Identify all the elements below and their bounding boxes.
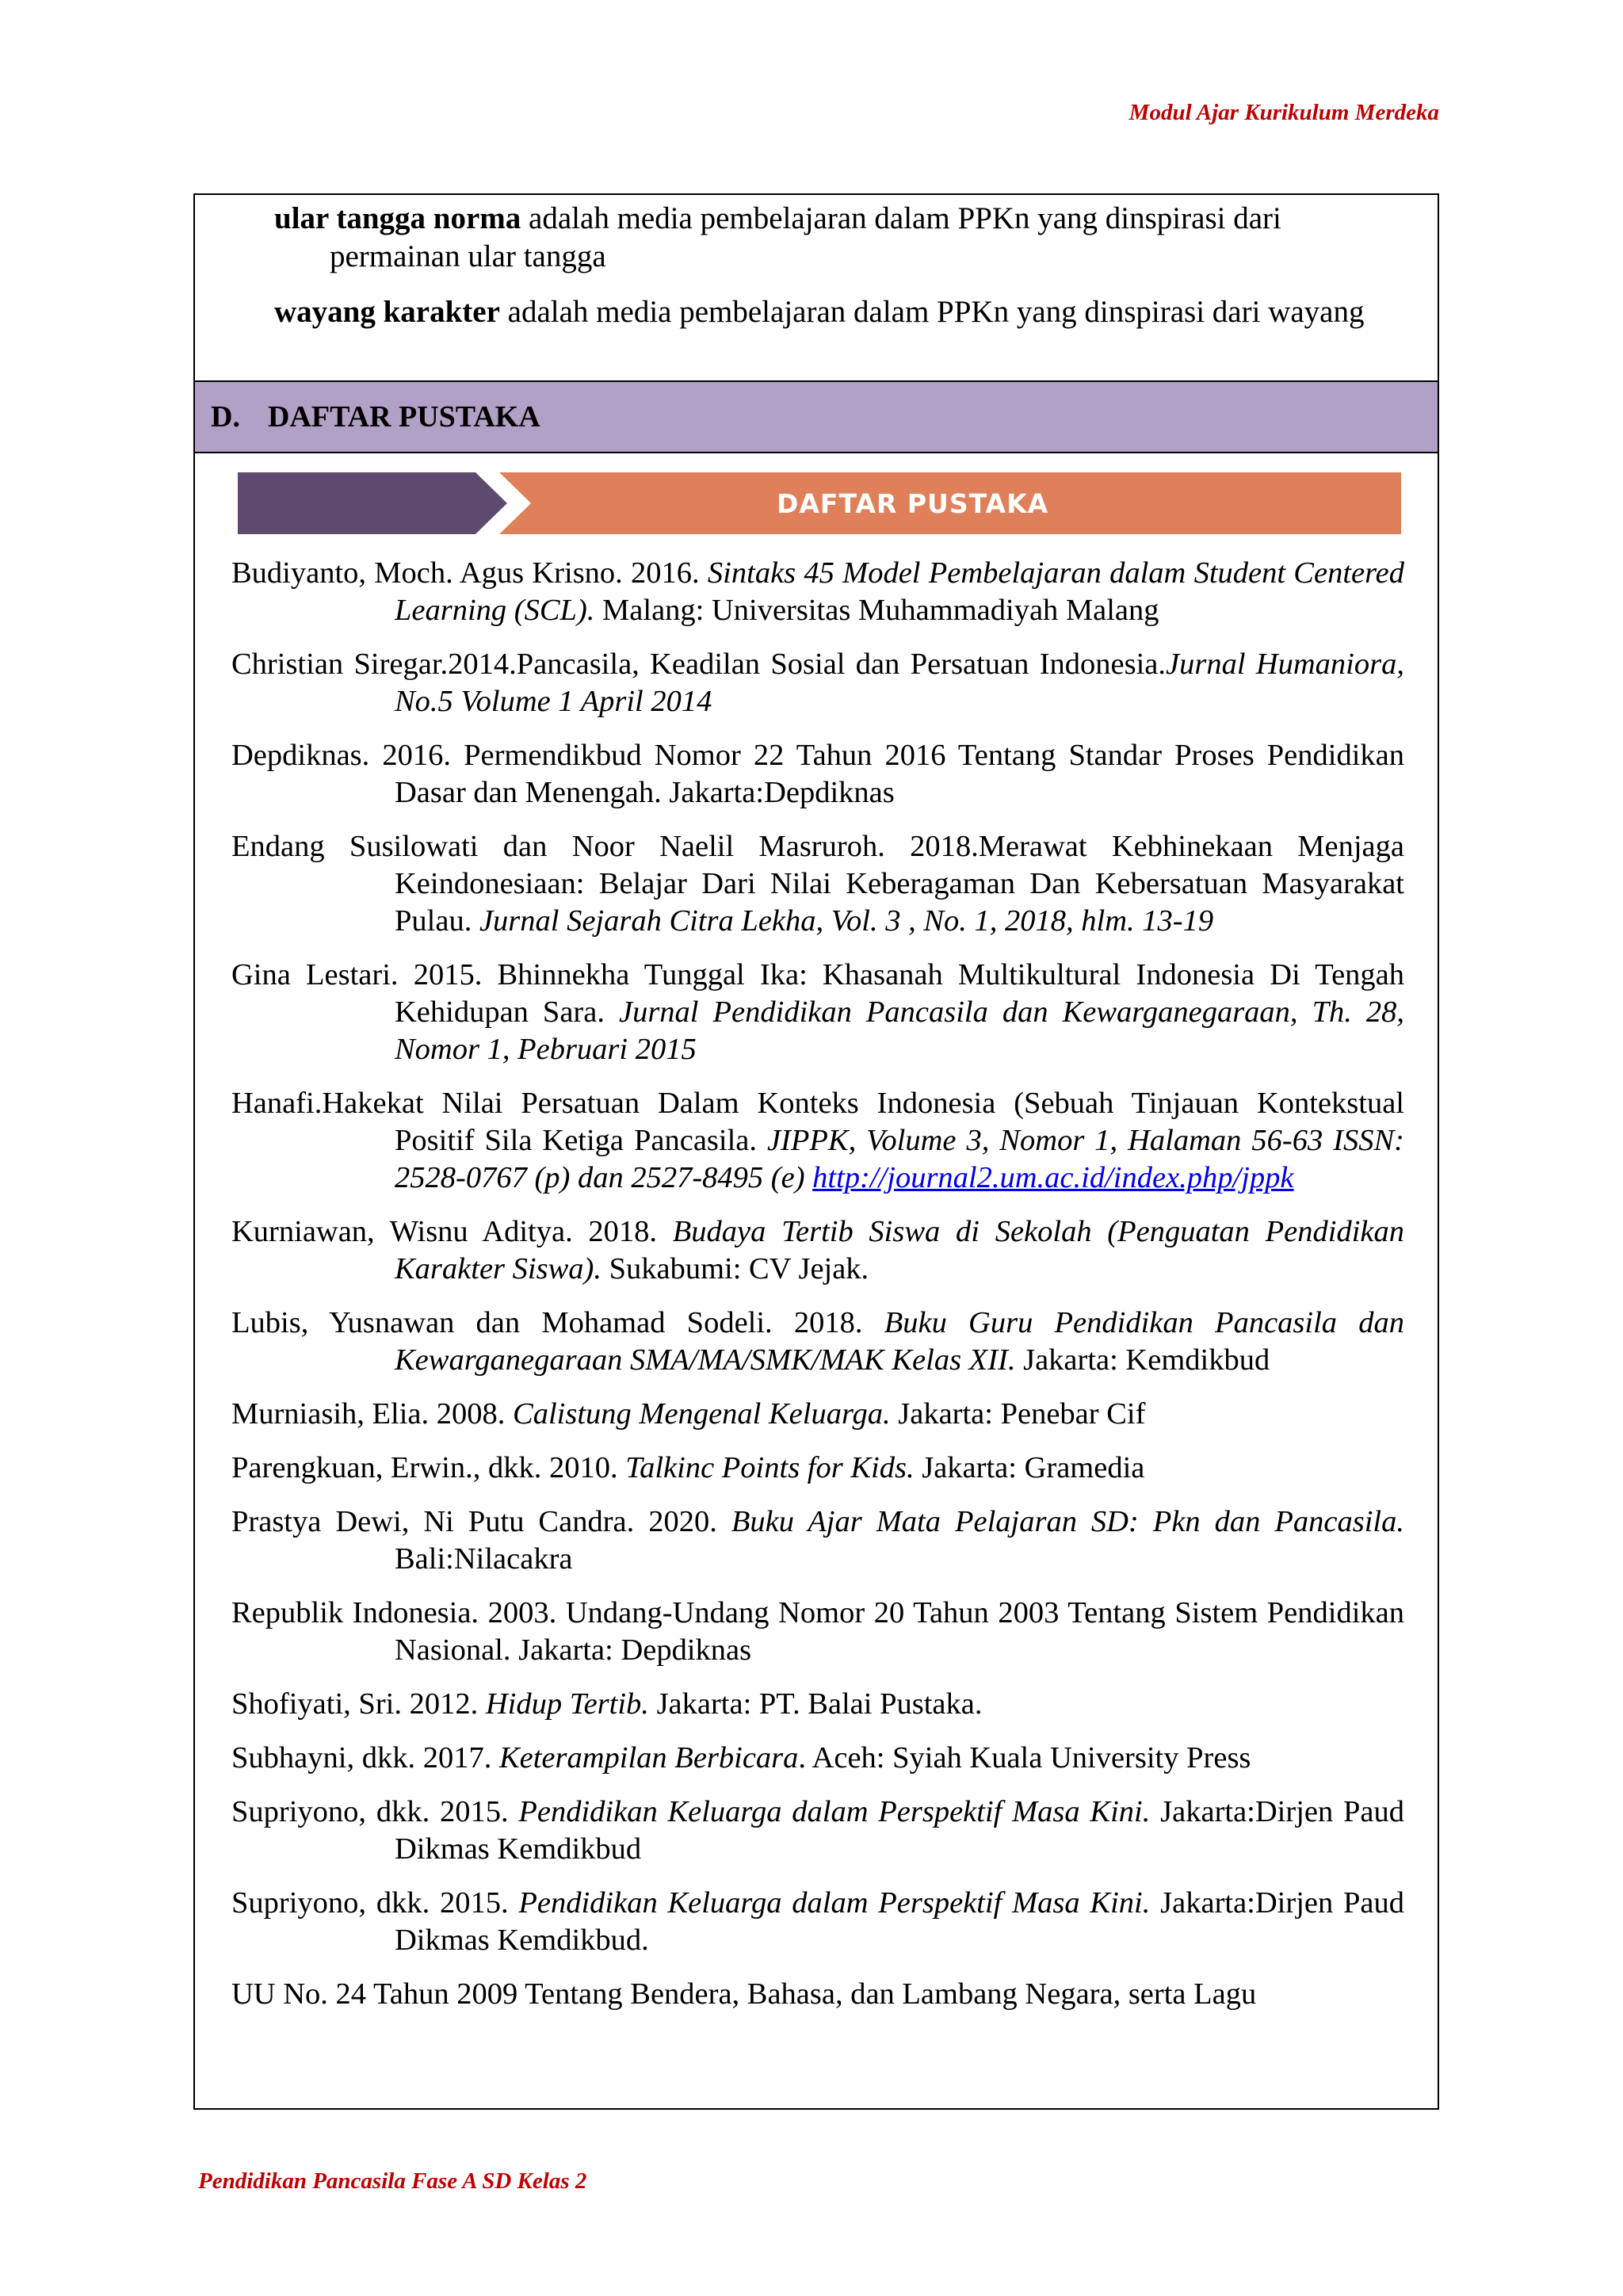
reference-title: Jurnal Pendidikan Pancasila dan Kewarganegaraan, Th. 28, Nomor 1, Pebruari 2015 [395, 995, 1404, 1066]
reference-text: Supriyono, dkk. 2015. [231, 1795, 519, 1828]
glossary-item [274, 293, 1382, 331]
reference-text: Lubis, Yusnawan dan Mohamad Sodeli. 2018. [231, 1306, 884, 1339]
reference-item [231, 737, 1404, 812]
page-header-title: Modul Ajar Kurikulum Merdeka [1128, 100, 1439, 125]
reference-item [231, 646, 1404, 720]
reference-title: Keterampilan Berbicara [498, 1741, 799, 1775]
reference-text: Hanafi.Hakekat Nilai Persatuan Dalam Konteks Indonesia (Sebuah Tinjauan Kontekstual Positif Sila Ketiga Pancasila. [231, 1087, 1404, 1157]
reference-publisher: Bali:Nilacakra [395, 1542, 573, 1576]
glossary-term: ular tangga norma [274, 201, 521, 235]
content-table [193, 193, 1439, 2110]
reference-text: Prastya Dewi, Ni Putu Candra. 2020. [231, 1505, 731, 1538]
reference-title: Buku Ajar Mata Pelajaran SD: Pkn dan Pancasila. [731, 1505, 1404, 1538]
reference-item [231, 1085, 1404, 1197]
daftar-pustaka-banner [238, 472, 1401, 534]
reference-item [231, 1305, 1404, 1379]
reference-title: Jurnal Sejarah Citra Lekha, Vol. 3 , No. 1, 2018, hlm. 13-19 [479, 904, 1214, 938]
reference-item [231, 1595, 1404, 1669]
reference-publisher: Jakarta: Gramedia [914, 1451, 1145, 1484]
reference-title: Hidup Tertib. [485, 1687, 649, 1721]
glossary-definition: adalah media pembelajaran dalam PPKn yang dinspirasi dari permainan ular tangga [330, 201, 1281, 273]
reference-title: Budaya Tertib Siswa di Sekolah (Penguatan Pendidikan Karakter Siswa). [395, 1215, 1404, 1286]
reference-publisher: Jakarta:Dirjen Paud Dikmas Kemdikbud [395, 1795, 1404, 1866]
reference-item [231, 1450, 1404, 1487]
reference-list [195, 534, 1438, 2013]
reference-text: Republik Indonesia. 2003. Undang-Undang Nomor 20 Tahun 2003 Tentang Sistem Pendidikan Nasional. Jakarta: Depdiknas [231, 1596, 1404, 1667]
glossary-item [274, 200, 1382, 276]
reference-item [231, 957, 1404, 1068]
glossary-cell [195, 195, 1438, 382]
section-title: DAFTAR PUSTAKA [268, 400, 540, 434]
reference-text: Subhayni, dkk. 2017. [231, 1741, 499, 1775]
reference-publisher: Malang: Universitas Muhammadiyah Malang [594, 594, 1159, 627]
reference-text: Depdiknas. 2016. Permendikbud Nomor 22 Tahun 2016 Tentang Standar Proses Pendidikan Dasar dan Menengah. Jakarta:Depdiknas [231, 739, 1404, 809]
reference-title: Sintaks 45 Model Pembelajaran dalam Student Centered Learning (SCL). [395, 556, 1404, 627]
reference-text: Kurniawan, Wisnu Aditya. 2018. [231, 1215, 673, 1248]
section-letter: D. [211, 400, 240, 434]
reference-title: Calistung Mengenal Keluarga. [513, 1397, 891, 1431]
reference-publisher: Jakarta: Penebar Cif [890, 1397, 1146, 1431]
section-heading [195, 382, 1438, 453]
reference-item [231, 1503, 1404, 1578]
reference-text: UU No. 24 Tahun 2009 Tentang Bendera, Bahasa, dan Lambang Negara, serta Lagu [231, 1977, 1257, 2011]
reference-publisher: . Aceh: Syiah Kuala University Press [798, 1741, 1251, 1775]
reference-text: Murniasih, Elia. 2008. [231, 1397, 514, 1431]
reference-text: Shofiyati, Sri. 2012. [231, 1687, 486, 1721]
reference-item [231, 1885, 1404, 1959]
reference-title: Pendidikan Keluarga dalam Perspektif Masa Kini. [518, 1886, 1151, 1920]
reference-text: Gina Lestari. 2015. Bhinnekha Tunggal Ika: Khasanah Multikultural Indonesia Di Tengah Kehidupan Sara. [231, 958, 1404, 1029]
reference-item [231, 1686, 1404, 1723]
reference-title: Jurnal Humaniora, No.5 Volume 1 April 2014 [395, 648, 1404, 718]
reference-item [231, 1396, 1404, 1433]
reference-link[interactable]: http://journal2.um.ac.id/index.php/jppk [812, 1161, 1294, 1194]
reference-item [231, 1213, 1404, 1288]
reference-title: Pendidikan Keluarga dalam Perspektif Masa Kini. [518, 1795, 1151, 1828]
banner-label: DAFTAR PUSTAKA [777, 487, 1049, 519]
reference-publisher: Sukabumi: CV Jejak. [601, 1252, 869, 1286]
reference-text: Supriyono, dkk. 2015. [231, 1886, 519, 1920]
reference-item [231, 1740, 1404, 1777]
reference-title: JIPPK, Volume 3, Nomor 1, Halaman 56-63 ISSN: 2528-0767 (p) dan 2527-8495 (e) [395, 1124, 1404, 1194]
reference-item [231, 828, 1404, 940]
reference-title: Talkinc Points for Kids. [625, 1451, 915, 1484]
reference-item [231, 1976, 1404, 2013]
reference-text: Endang Susilowati dan Noor Naelil Masruroh. 2018.Merawat Kebhinekaan Menjaga Keindonesiaan: Belajar Dari Nilai Keberagaman Dan Kebersatuan Masyarakat Pulau. [231, 830, 1404, 938]
reference-text: Christian Siregar.2014.Pancasila, Keadilan Sosial dan Persatuan Indonesia. [231, 648, 1166, 681]
reference-text: Budiyanto, Moch. Agus Krisno. 2016. [231, 556, 708, 590]
glossary-definition: adalah media pembelajaran dalam PPKn yang dinspirasi dari wayang [499, 295, 1365, 329]
reference-title: Buku Guru Pendidikan Pancasila dan Kewarganegaraan SMA/MA/SMK/MAK Kelas XII. [395, 1306, 1404, 1377]
reference-publisher: Jakarta: Kemdikbud [1015, 1343, 1270, 1377]
page-footer-title: Pendidikan Pancasila Fase A SD Kelas 2 [198, 2168, 587, 2194]
reference-item [231, 555, 1404, 629]
reference-text: Parengkuan, Erwin., dkk. 2010. [231, 1451, 626, 1484]
reference-item [231, 1794, 1404, 1868]
glossary-term: wayang karakter [274, 295, 500, 329]
reference-publisher: Jakarta:Dirjen Paud Dikmas Kemdikbud. [395, 1886, 1404, 1957]
reference-publisher: Jakarta: PT. Balai Pustaka. [648, 1687, 983, 1721]
